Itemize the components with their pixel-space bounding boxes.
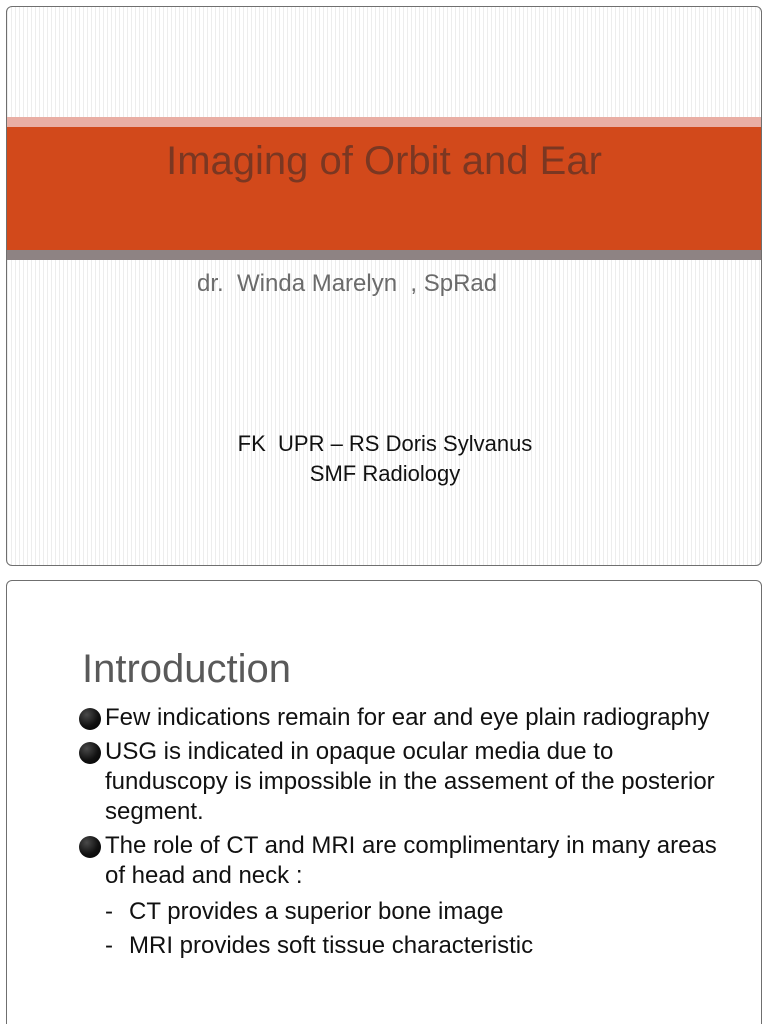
list-item [79, 703, 719, 733]
banner-bottom-stripe [7, 250, 761, 260]
affiliation-line-institution: FK UPR – RS Doris Sylvanus [237, 431, 533, 456]
sub-item-text: CT provides a superior bone image [129, 898, 504, 925]
bullet-text: Few indications remain for ear and eye plain radiography [105, 704, 710, 731]
bullet-list [79, 703, 719, 963]
introduction-slide [6, 580, 762, 1024]
sub-list-item [79, 895, 719, 929]
bullet-text: USG is indicated in opaque ocular media due to funduscopy is impossible in the assement of the posterior segment. [105, 738, 715, 825]
list-item [79, 737, 719, 827]
slide-title: Imaging of Orbit and Ear [166, 139, 602, 183]
banner-top-stripe [7, 117, 761, 127]
sub-item-marker: - [105, 898, 113, 925]
affiliation [7, 429, 762, 489]
affiliation-line-department: SMF Radiology [309, 461, 461, 486]
sub-list-item [79, 929, 719, 963]
title-slide [6, 6, 762, 566]
bullet-dot-icon [79, 742, 101, 764]
author-name: dr. Winda Marelyn , SpRad [197, 270, 498, 297]
slide-heading: Introduction [82, 647, 292, 691]
bullet-dot-icon [79, 836, 101, 858]
bullet-text: The role of CT and MRI are complimentary in many areas of head and neck : [105, 832, 717, 889]
sub-item-marker: - [105, 932, 113, 959]
list-item [79, 831, 719, 891]
bullet-dot-icon [79, 708, 101, 730]
sub-item-text: MRI provides soft tissue characteristic [129, 932, 534, 959]
